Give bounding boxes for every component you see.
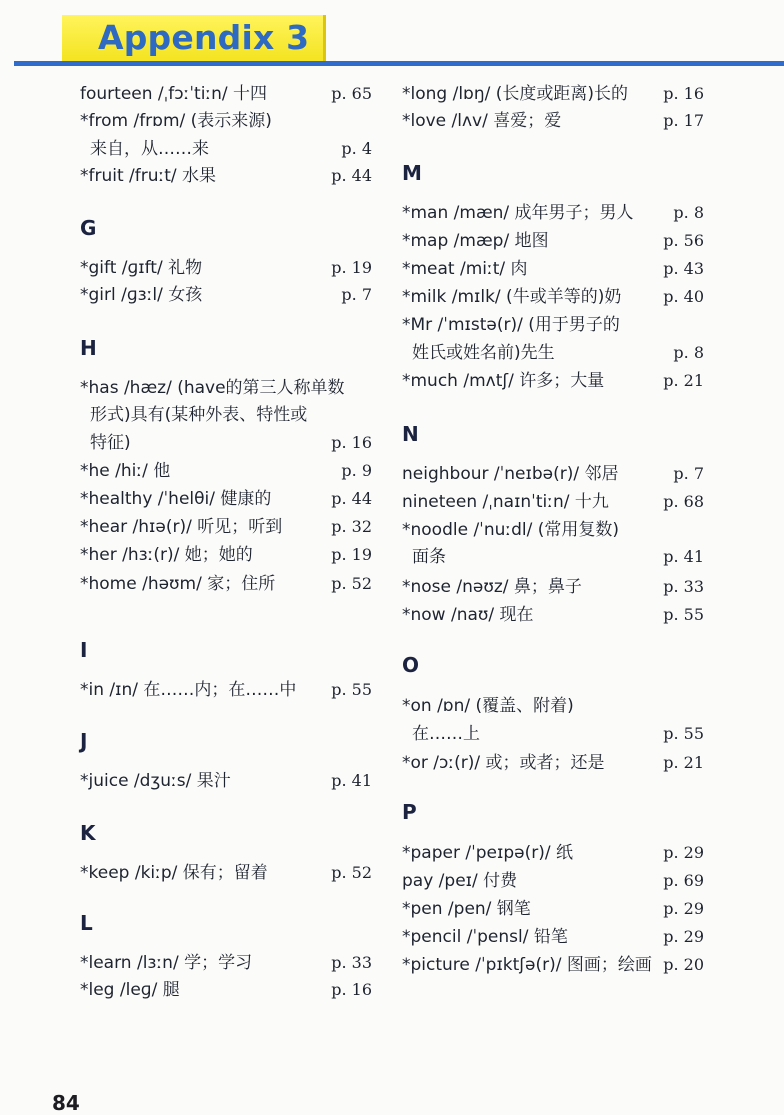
entry-text: *in /ɪn/ 在……内；在……中 [80,680,297,700]
entry-text: *learn /lɜːn/ 学；学习 [80,953,253,973]
entry-text: *from /frɒm/ (表示来源) [80,111,272,131]
entry-text: *now /naʊ/ 现在 [402,605,534,625]
page-number: 84 [52,1091,80,1115]
entry-text: *on /ɒn/ (覆盖、附着) [402,696,574,716]
entry-text: *keep /kiːp/ 保有；留着 [80,863,268,883]
entry-page-ref: p. 41 [331,771,372,790]
entry-text: *healthy /ˈhelθi/ 健康的 [80,489,272,509]
entry-text: *has /hæz/ (have的第三人称单数 [80,378,345,398]
entry-page-ref: p. 16 [331,433,372,452]
entry-text: *pen /pen/ 钢笔 [402,899,531,919]
entry-page-ref: p. 16 [331,980,372,999]
section-letter-l: L [80,911,93,935]
entry-page-ref: p. 29 [663,899,704,918]
section-letter-m: M [402,161,422,185]
entry-page-ref: p. 69 [663,871,704,890]
entry-page-ref: p. 9 [341,461,372,480]
entry-page-ref: p. 8 [673,343,704,362]
entry-text: *pencil /ˈpensl/ 铅笔 [402,927,568,947]
entry-text: 特征) [90,433,131,453]
entry-text: *milk /mɪlk/ (牛或羊等的)奶 [402,287,622,307]
section-letter-j: J [80,729,88,753]
entry-text: *Mr /ˈmɪstə(r)/ (用于男子的 [402,315,620,335]
entry-text: *gift /ɡɪft/ 礼物 [80,258,203,278]
entry-text: *map /mæp/ 地图 [402,231,549,251]
entry-text: 姓氏或姓名前)先生 [412,343,555,363]
entry-page-ref: p. 7 [341,285,372,304]
entry-text: *long /lɒŋ/ (长度或距离)长的 [402,84,629,104]
entry-page-ref: p. 20 [663,955,704,974]
entry-text: *or /ɔː(r)/ 或；或者；还是 [402,753,605,773]
entry-text: *paper /ˈpeɪpə(r)/ 纸 [402,843,573,863]
entry-page-ref: p. 16 [663,84,704,103]
entry-page-ref: p. 43 [663,259,704,278]
entry-page-ref: p. 21 [663,371,704,390]
appendix-header [0,0,784,66]
entry-page-ref: p. 52 [331,863,372,882]
entry-page-ref: p. 29 [663,927,704,946]
entry-page-ref: p. 52 [331,574,372,593]
entry-page-ref: p. 8 [673,203,704,222]
section-letter-k: K [80,821,96,845]
entry-page-ref: p. 17 [663,111,704,130]
entry-text: *fruit /fruːt/ 水果 [80,166,217,186]
entry-page-ref: p. 21 [663,753,704,772]
entry-page-ref: p. 40 [663,287,704,306]
entry-page-ref: p. 33 [663,577,704,596]
entry-text: *nose /nəʊz/ 鼻；鼻子 [402,577,582,597]
entry-page-ref: p. 65 [331,84,372,103]
entry-text: *man /mæn/ 成年男子；男人 [402,203,634,223]
header-divider [14,61,784,66]
entry-text: *girl /ɡɜːl/ 女孩 [80,285,203,305]
entry-text: *he /hiː/ 他 [80,461,171,481]
entry-text: *leg /leɡ/ 腿 [80,980,180,1000]
entry-text: pay /peɪ/ 付费 [402,871,518,891]
entry-text: 面条 [412,547,446,567]
entry-text: *her /hɜː(r)/ 她；她的 [80,545,253,565]
entry-page-ref: p. 32 [331,517,372,536]
entry-text: 来自，从……来 [90,139,209,159]
entry-page-ref: p. 7 [673,464,704,483]
entry-text: *noodle /ˈnuːdl/ (常用复数) [402,520,620,540]
entry-text: *hear /hɪə(r)/ 听见；听到 [80,517,283,537]
section-letter-h: H [80,336,97,360]
entry-text: *juice /dʒuːs/ 果汁 [80,771,231,791]
entry-text: nineteen /ˌnaɪnˈtiːn/ 十九 [402,492,609,512]
entry-page-ref: p. 29 [663,843,704,862]
entry-page-ref: p. 19 [331,545,372,564]
entry-text: *meat /miːt/ 肉 [402,259,528,279]
entry-page-ref: p. 55 [331,680,372,699]
entry-page-ref: p. 68 [663,492,704,511]
section-letter-i: I [80,638,88,662]
appendix-title: Appendix 3 [98,18,310,57]
entry-text: *home /həʊm/ 家；住所 [80,574,276,594]
section-letter-o: O [402,653,420,677]
section-letter-p: P [402,800,417,824]
entry-text: 形式)具有(某种外表、特性或 [90,405,308,425]
entry-text: fourteen /ˌfɔːˈtiːn/ 十四 [80,84,268,104]
section-letter-n: N [402,422,419,446]
entry-text: neighbour /ˈneɪbə(r)/ 邻居 [402,464,619,484]
entry-page-ref: p. 44 [331,489,372,508]
entry-text: *picture /ˈpɪktʃə(r)/ 图画；绘画 [402,955,652,975]
entry-page-ref: p. 55 [663,724,704,743]
entry-text: 在……上 [412,724,480,744]
entry-page-ref: p. 56 [663,231,704,250]
entry-text: *love /lʌv/ 喜爱；爱 [402,111,562,131]
entry-page-ref: p. 41 [663,547,704,566]
entry-page-ref: p. 44 [331,166,372,185]
entry-page-ref: p. 55 [663,605,704,624]
entry-text: *much /mʌtʃ/ 许多；大量 [402,371,605,391]
entry-page-ref: p. 4 [341,139,372,158]
section-letter-g: G [80,216,97,240]
entry-page-ref: p. 33 [331,953,372,972]
entry-page-ref: p. 19 [331,258,372,277]
